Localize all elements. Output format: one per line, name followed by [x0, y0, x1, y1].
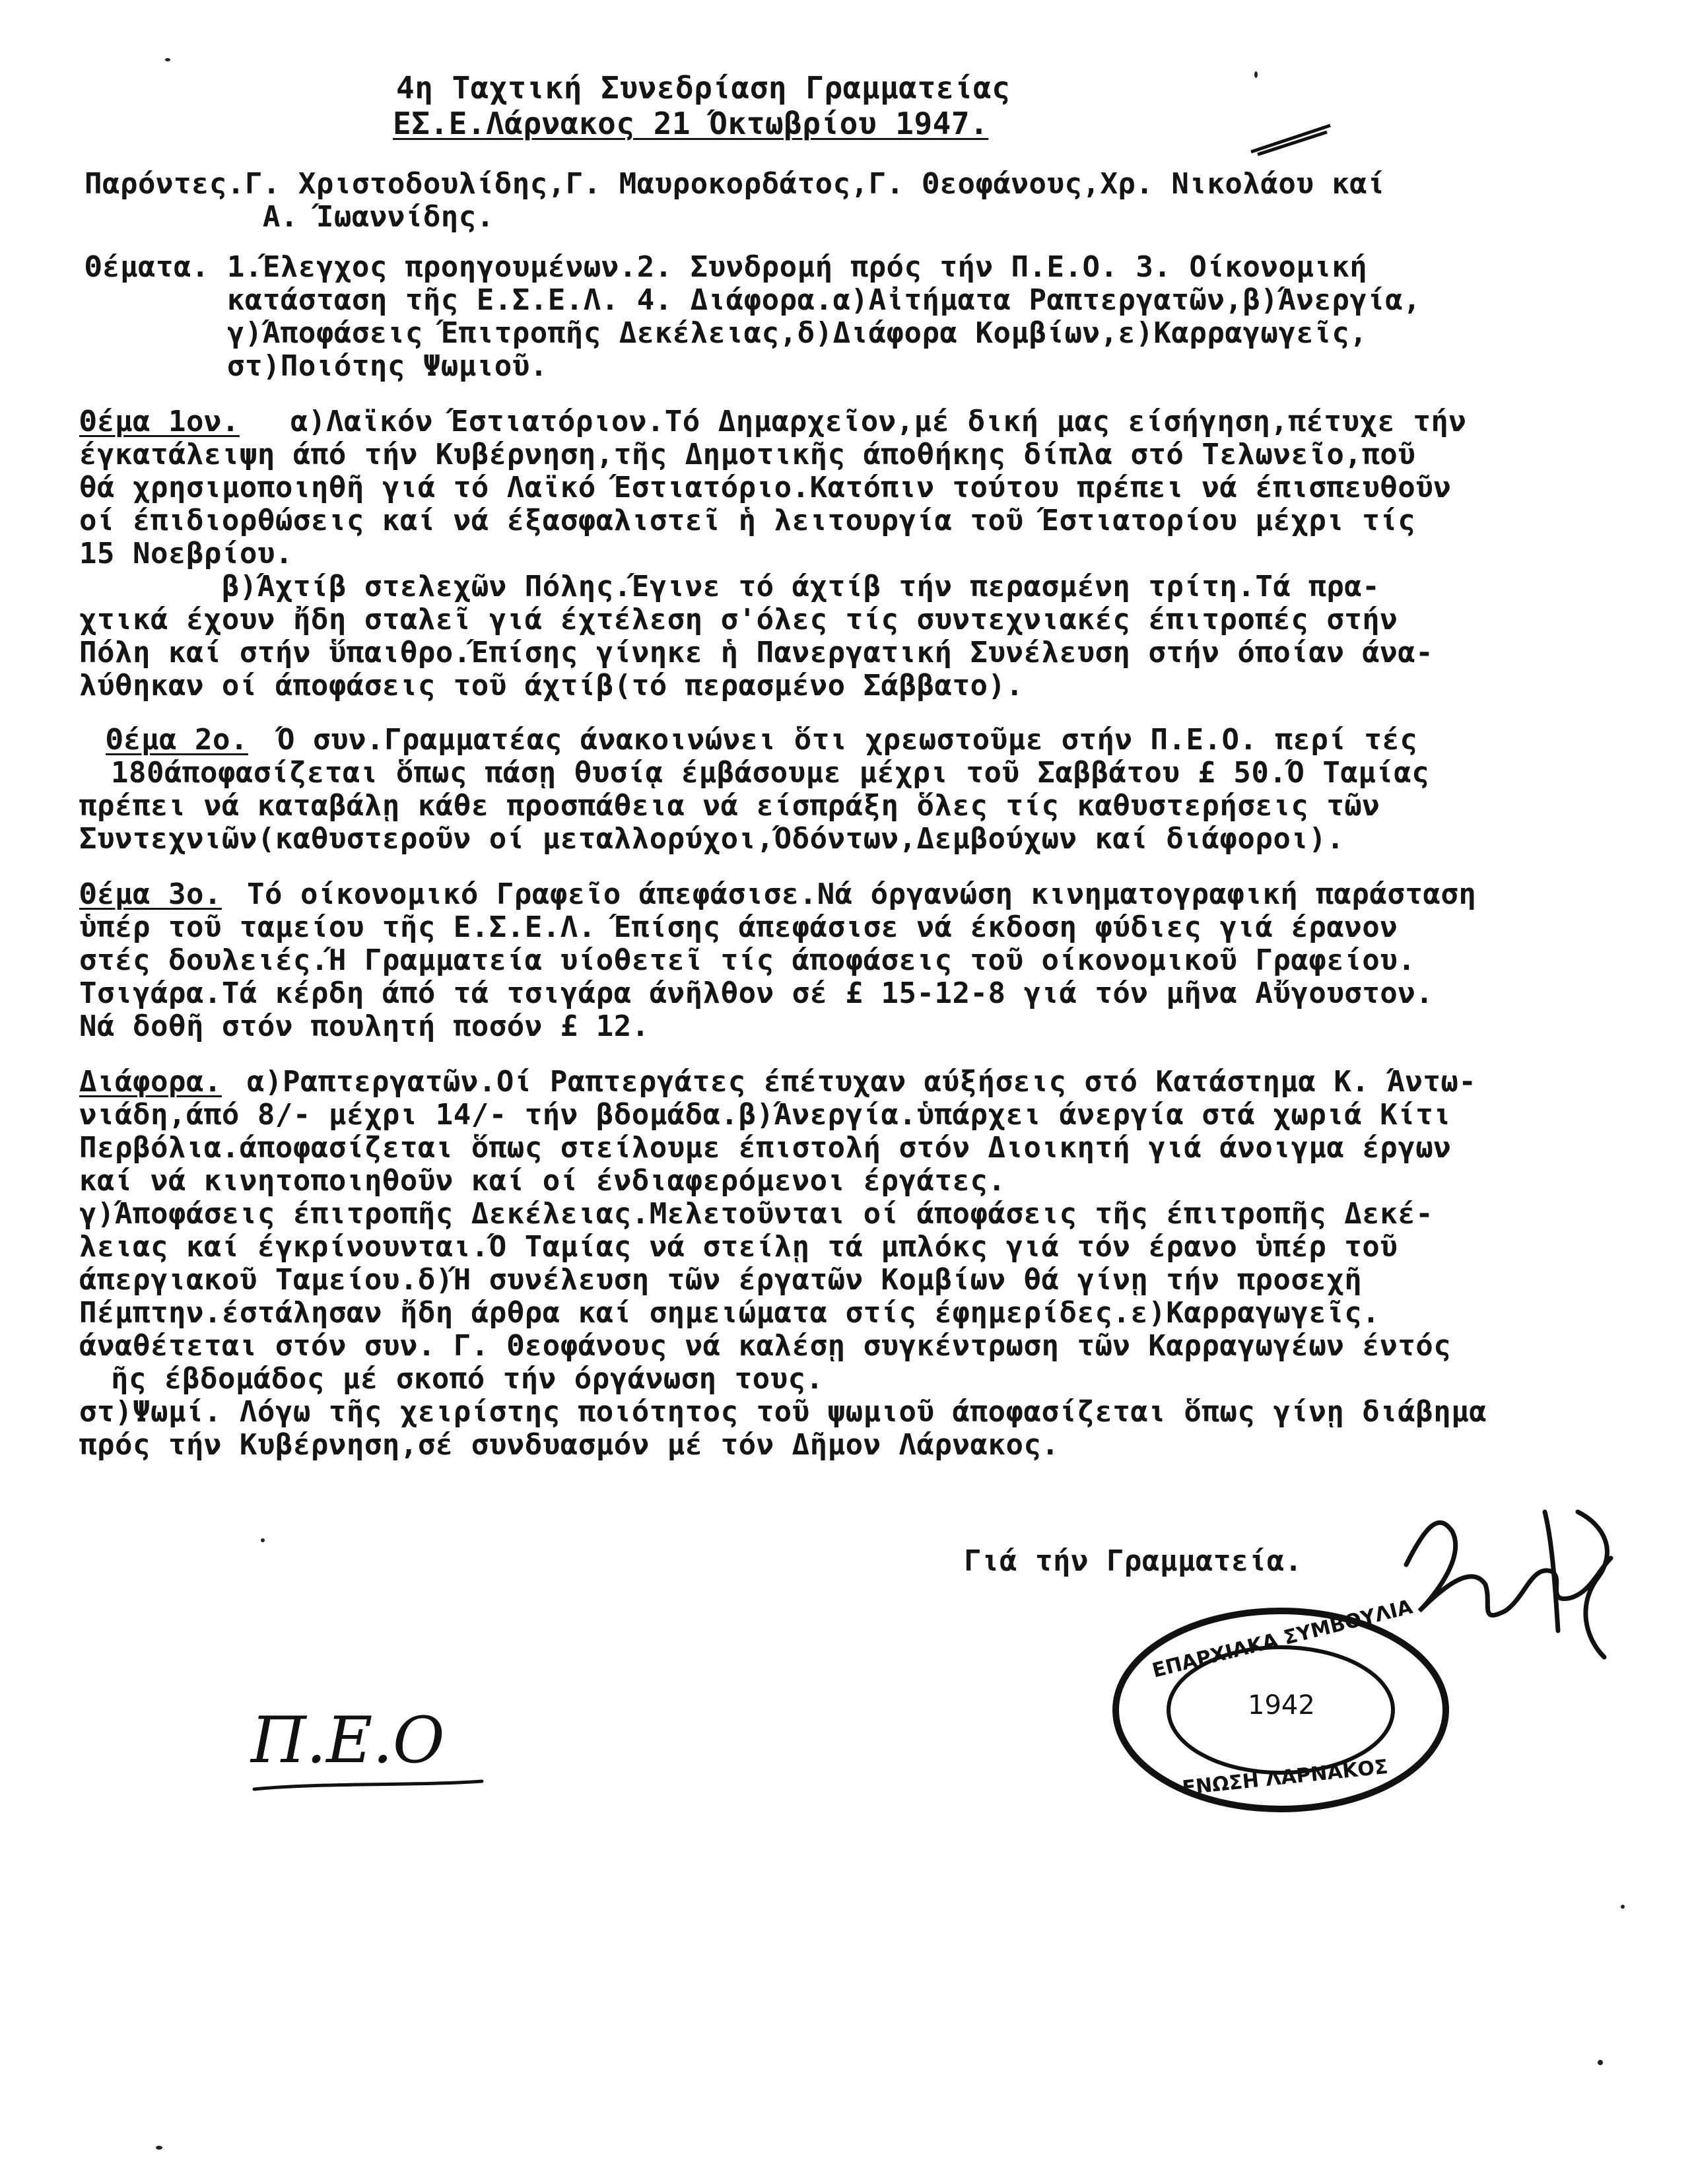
title-line-2: ΕΣ.Ε.Λάρνακος 21 Όκτωβρίου 1947.	[393, 106, 989, 141]
theme-1-line: α)Λαϊκόν Έστιατόριον.Τό Δημαρχεῖον,μέ δική μας είσήγηση,πέτυχε τήν	[290, 405, 1467, 438]
theme-2-line: πρέπει νά καταβάλῃ κάθε προσπάθεια νά είσπράξη ὅλες τίς καθυστερήσεις τῶν	[79, 789, 1380, 823]
theme-3-heading: Θέμα 3ο.	[79, 877, 222, 911]
scan-speck	[1598, 2060, 1603, 2065]
theme-3-line: Τό οίκονομικό Γραφεῖο άπεφάσισε.Νά όργανώση κινηματογραφική παράσταση	[247, 877, 1477, 911]
theme-3-line: Τσιγάρα.Τά κέρδη άπό τά τσιγάρα άνῆλθον σέ £ 15-12-8 γιά τόν μῆνα Αὔγουστον.	[79, 976, 1434, 1010]
theme-3-line: στές δουλειές.Ή Γραμματεία υίοθετεῖ τίς άποφάσεις τοῦ οίκονομικοῦ Γραφείου.	[79, 943, 1416, 977]
handwritten-underline	[251, 1776, 489, 1796]
handwritten-note: Π.Ε.Ο	[251, 1703, 445, 1777]
theme-1-line: λύθηκαν οί άποφάσεις τοῦ άχτίβ(τό περασμένο Σάββατο).	[79, 669, 1024, 702]
misc-line: Πέμπτην.έστάλησαν ἤδη άρθρα καί σημειώματα στίς έφημερίδες.ε)Καρραγωγεῖς.	[79, 1296, 1380, 1330]
theme-2-line: Συντεχνιῶν(καθυστεροῦν οί μεταλλορύχοι,Όδόντων,Δεμβούχων καί διάφοροι).	[79, 822, 1345, 856]
theme-3-line: Νά δοθῆ στόν πουλητή ποσόν £ 12.	[79, 1009, 650, 1043]
closing-line: Γιά τήν Γραμματεία.	[964, 1544, 1303, 1578]
agenda-line: γ)Άποφάσεις Έπιτροπῆς Δεκέλειας,δ)Διάφορα Κομβίων,ε)Καρραγωγεῖς,	[85, 316, 1368, 350]
stamp-year: 1942	[1248, 1690, 1315, 1721]
misc-line: καί νά κινητοποιηθοῦν καί οί ένδιαφερόμενοι έργάτες.	[79, 1164, 1006, 1198]
scan-speck	[165, 58, 170, 61]
misc-line: άπεργιακοῦ Ταμείου.δ)Ή συνέλευση τῶν έργατῶν Κομβίων θά γίνῃ τήν προσεχῆ	[79, 1263, 1363, 1297]
theme-1-line: έγκατάλειψη άπό τήν Κυβέρνηση,τῆς Δημοτικῆς άποθήκης δίπλα στό Τελωνεῖο,ποῦ	[79, 438, 1416, 471]
agenda-line: Θέματα. 1.Έλεγχος προηγουμένων.2. Συνδρομή πρός τήν Π.Ε.Ο. 3. Οίκονομική	[85, 250, 1368, 284]
theme-2-line: Ό συν.Γραμματέας άνακοινώνει ὅτι χρεωστοῦμε στήν Π.Ε.Ο. περί τές	[277, 723, 1418, 757]
stamp-top-text: ΕΠΑΡΧΙΑΚΑ ΣΥΜΒΟΥΛΙΑ	[1149, 1595, 1415, 1683]
theme-1-line: β)Άχτίβ στελεχῶν Πόλης.Έγινε τό άχτίβ τήν περασμένη τρίτη.Τά πρα-	[79, 570, 1380, 603]
misc-heading: Διάφορα.	[79, 1065, 222, 1099]
scan-speck	[156, 2146, 162, 2150]
scan-speck	[261, 1538, 265, 1542]
theme-2-line: 180άποφασίζεται ὅπως πάσῃ θυσίᾳ έμβάσουμε μέχρι τοῦ Σαββάτου £ 50.Ό Ταμίας	[111, 756, 1430, 790]
stamp-bottom-text: ΕΝΩΣΗ ΛΑΡΝΑΚΟΣ	[1181, 1755, 1390, 1800]
agenda-line: στ)Ποιότης Ψωμιοῦ.	[85, 349, 548, 383]
theme-1-line: θά χρησιμοποιηθῆ γιά τό Λαϊκό Έστιατόριο.Κατόπιν τούτου πρέπει νά έπισπευθοῦν	[79, 471, 1452, 504]
attendees-line: Παρόντες.Γ. Χριστοδουλίδης,Γ. Μαυροκορδάτος,Γ. Θεοφάνους,Χρ. Νικολάου καί	[85, 167, 1386, 201]
misc-line: Περβόλια.άποφασίζεται ὅπως στείλουμε έπιστολή στόν Διοικητή γιά άνοιγμα έργων	[79, 1131, 1452, 1165]
theme-1-line: Πόλη καί στήν ὕπαιθρο.Έπίσης γίνηκε ἡ Πανεργατική Συνέλευση στήν όποίαν άνα-	[79, 636, 1434, 669]
theme-2-heading: Θέμα 2ο.	[106, 723, 248, 757]
misc-line: α)Ραπτεργατῶν.Οί Ραπτεργάτες έπέτυχαν αύξήσεις στό Κατάστημα Κ. Άντω-	[247, 1065, 1477, 1099]
misc-line: ῆς έβδομάδος μέ σκοπό τήν όργάνωση τους.	[111, 1362, 824, 1396]
misc-line: στ)Ψωμί. Λόγω τῆς χειρίστης ποιότητος τοῦ ψωμιοῦ άποφασίζεται ὅπως γίνῃ διάβημα	[79, 1395, 1487, 1429]
scan-speck	[1621, 1905, 1625, 1909]
theme-3-line: ὑπέρ τοῦ ταμείου τῆς Ε.Σ.Ε.Λ. Έπίσης άπεφάσισε νά έκδοση φύδιες γιά έρανον	[79, 910, 1398, 944]
theme-1-heading: Θέμα 1ον.	[79, 405, 240, 438]
misc-line: πρός τήν Κυβέρνηση,σέ συνδυασμόν μέ τόν Δῆμον Λάρνακος.	[79, 1428, 1060, 1462]
theme-1-line: 15 Νοεβρίου.	[79, 537, 293, 570]
misc-line: άναθέτεται στόν συν. Γ. Θεοφάνους νά καλέσῃ συγκέντρωση τῶν Καρραγωγέων έντός	[79, 1329, 1452, 1363]
attendees-line: Α. Ίωαννίδης.	[85, 200, 494, 234]
theme-1-line: οί έπιδιορθώσεις καί νά έξασφαλιστεῖ ἡ λειτουργία τοῦ Έστιατορίου μέχρι τίς	[79, 504, 1416, 537]
theme-1-line: χτικά έχουν ἤδη σταλεῖ γιά έχτέλεση σ'όλες τίς συντεχνιακές έπιτροπές στήν	[79, 603, 1398, 636]
pen-stroke-mark	[1248, 119, 1334, 158]
misc-line: λειας καί έγκρίνουνται.Ό Ταμίας νά στείλῃ τά μπλόκς γιά τόν έρανο ὑπέρ τοῦ	[79, 1230, 1398, 1264]
misc-line: νιάδη,άπό 8/- μέχρι 14/- τήν βδομάδα.β)Άνεργία.ὑπάρχει άνεργία στά χωριά Κίτι	[79, 1098, 1452, 1132]
title-line-1: 4η Ταχτική Συνεδρίαση Γραμματείας	[396, 70, 1011, 106]
agenda-line: κατάσταση τῆς Ε.Σ.Ε.Λ. 4. Διάφορα.α)Αἰτήματα Ραπτεργατῶν,β)Άνεργία,	[85, 283, 1421, 317]
misc-line: γ)Άποφάσεις έπιτροπῆς Δεκέλειας.Μελετοῦνται οί άποφάσεις τῆς έπιτροπῆς Δεκέ-	[79, 1197, 1434, 1231]
stamp	[1109, 1595, 1452, 1819]
scan-speck	[1254, 71, 1258, 78]
